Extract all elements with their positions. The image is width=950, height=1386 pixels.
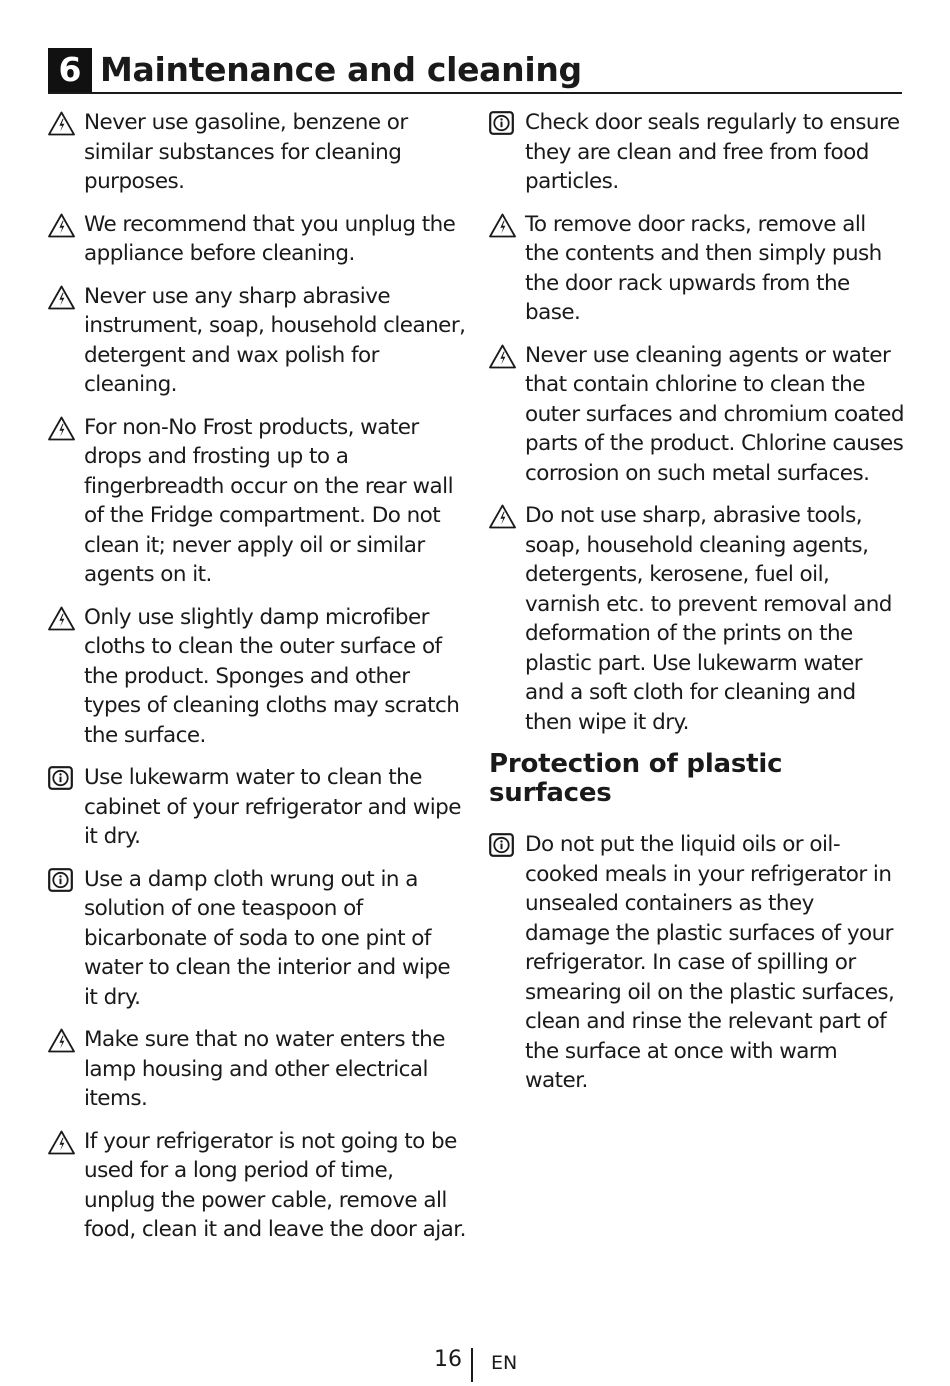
warning-icon	[489, 344, 517, 370]
item-text: Only use slightly damp microfiber cloths to clean the outer surface of the product. Sponges and other types of cleaning cloths may scratch the surface.	[84, 604, 460, 748]
list-item	[48, 210, 468, 269]
item-text: Never use cleaning agents or water that contain chlorine to clean the outer surfaces and chromium coated parts of the product. Chlorine causes corrosion on such metal surfaces.	[525, 342, 904, 486]
warning-icon	[48, 213, 76, 239]
footer-divider	[471, 1348, 473, 1382]
list-item	[48, 108, 468, 197]
list-item	[48, 1127, 468, 1245]
left-column	[48, 108, 468, 1258]
item-text: Never use any sharp abrasive instrument, soap, household cleaner, detergent and wax polish for cleaning.	[84, 283, 466, 397]
item-text: Do not use sharp, abrasive tools, soap, household cleaning agents, detergents, kerosene, fuel oil, varnish etc. to prevent removal and deformation of the prints on the plastic part. Use lukewarm water and a soft cloth for cleaning and then wipe it dry.	[525, 503, 892, 735]
page-footer	[0, 1346, 950, 1386]
right-column-items	[489, 108, 904, 737]
item-text: We recommend that you unplug the appliance before cleaning.	[84, 211, 456, 266]
info-icon	[489, 111, 517, 137]
warning-icon	[489, 504, 517, 530]
list-item	[48, 763, 468, 852]
info-icon	[48, 868, 76, 894]
info-icon	[489, 833, 517, 859]
warning-icon	[48, 111, 76, 137]
list-item	[489, 501, 904, 737]
list-item	[48, 603, 468, 751]
warning-icon	[48, 285, 76, 311]
right-column	[489, 108, 904, 1109]
warning-icon	[48, 416, 76, 442]
list-item	[48, 282, 468, 400]
page-header	[48, 48, 902, 94]
list-item	[48, 413, 468, 590]
item-text: Do not put the liquid oils or oil-cooked meals in your refrigerator in unsealed containers as they damage the plastic surfaces of your refrigerator. In case of spilling or smearing oil on the plastic surfaces, clean and rinse the relevant part of the surface at once with warm water.	[525, 832, 895, 1093]
warning-icon	[48, 1130, 76, 1156]
item-text: Use a damp cloth wrung out in a solution of one teaspoon of bicarbonate of soda to one pint of water to clean the interior and wipe it dry.	[84, 866, 451, 1010]
language-code: EN	[491, 1352, 518, 1374]
item-text: If your refrigerator is not going to be used for a long period of time, unplug the power cable, remove all food, clean it and leave the door ajar.	[84, 1128, 466, 1242]
info-icon	[48, 766, 76, 792]
page-title: Maintenance and cleaning	[100, 50, 582, 89]
list-item	[489, 341, 904, 489]
list-item	[489, 210, 904, 328]
page-number: 16	[434, 1347, 462, 1372]
list-item	[489, 830, 904, 1096]
item-text: Use lukewarm water to clean the cabinet of your refrigerator and wipe it dry.	[84, 765, 461, 849]
subsection-items	[489, 830, 904, 1096]
warning-icon	[48, 1028, 76, 1054]
item-text: Make sure that no water enters the lamp housing and other electrical items.	[84, 1027, 445, 1111]
section-number-badge: 6	[48, 48, 92, 92]
list-item	[48, 865, 468, 1013]
item-text: For non-No Frost products, water drops and frosting up to a fingerbreadth occur on the rear wall of the Fridge compartment. Do not clean it; never apply oil or similar agents on it.	[84, 414, 454, 587]
list-item	[48, 1025, 468, 1114]
warning-icon	[48, 606, 76, 632]
item-text: Never use gasoline, benzene or similar substances for cleaning purposes.	[84, 110, 408, 194]
item-text: To remove door racks, remove all the contents and then simply push the door rack upwards from the base.	[525, 211, 882, 325]
subsection-title: Protection of plastic surfaces	[489, 749, 783, 808]
list-item	[489, 108, 904, 197]
warning-icon	[489, 213, 517, 239]
item-text: Check door seals regularly to ensure they are clean and free from food particles.	[525, 110, 900, 194]
